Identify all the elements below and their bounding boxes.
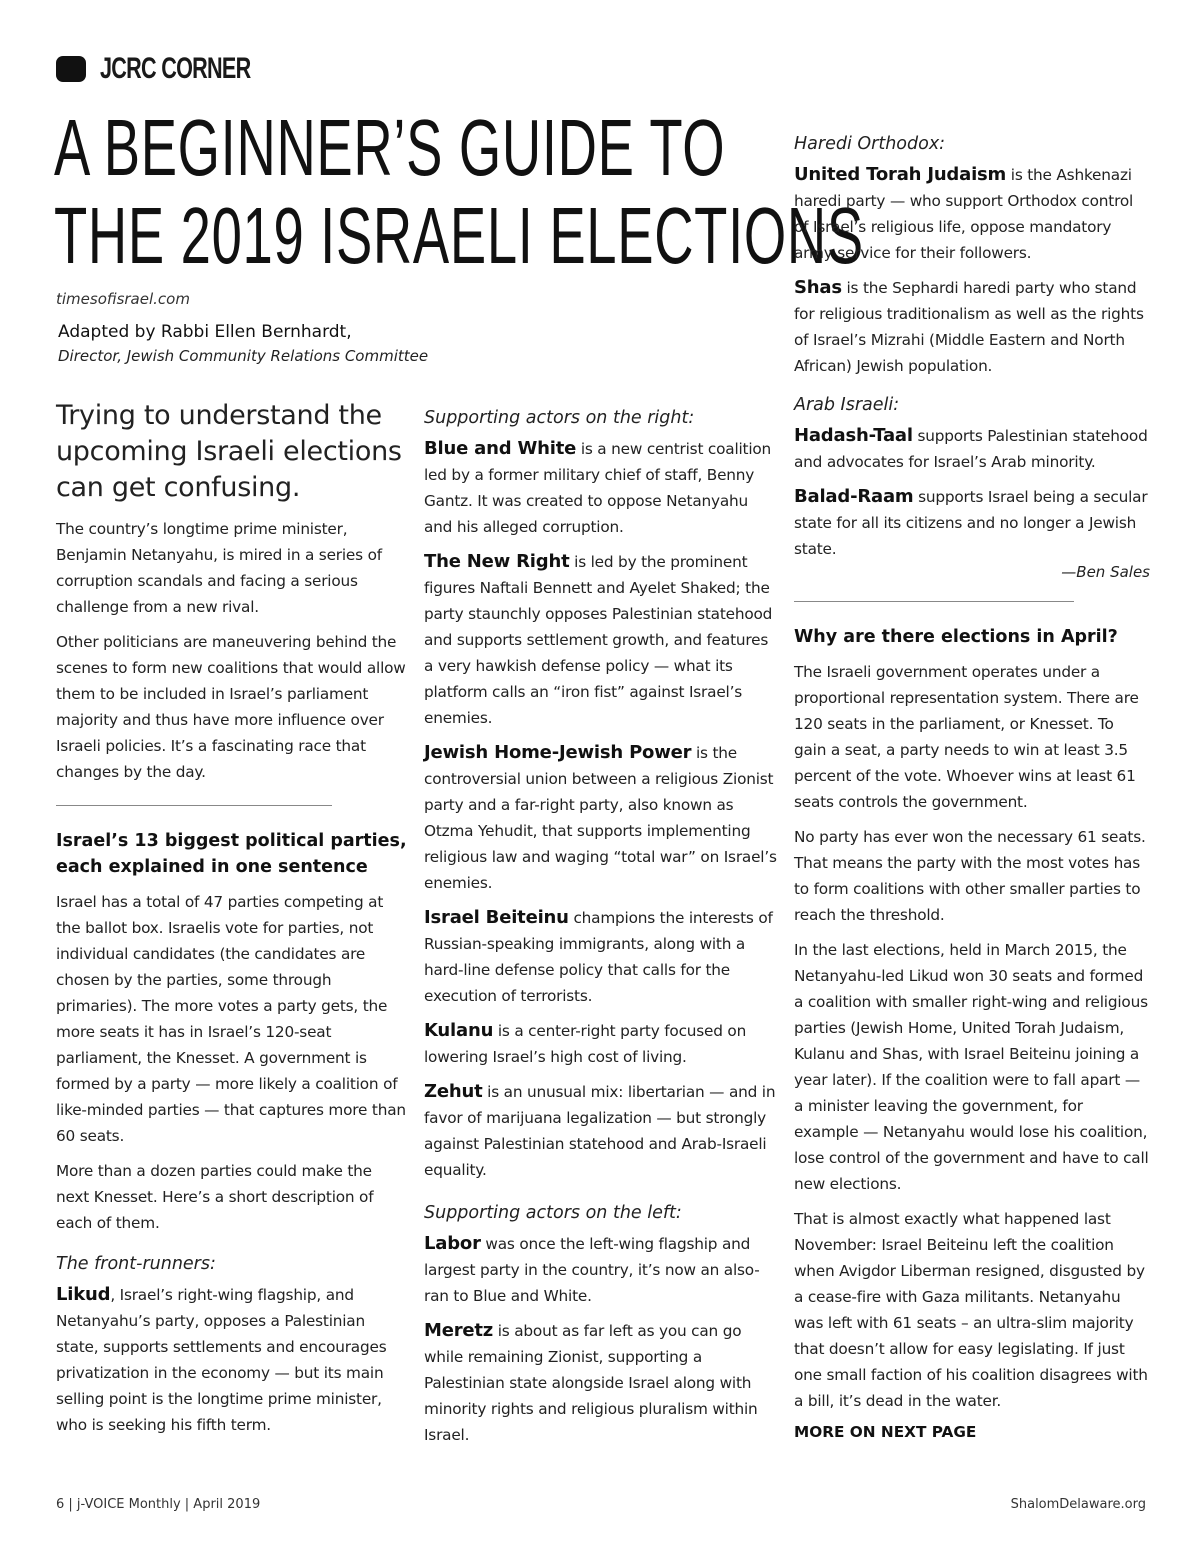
party-entry-blue-white <box>424 436 780 540</box>
party-description: , Israel’s right-wing flagship, and Netanyahu’s party, opposes a Palestinian state, supports settlements and encourages privatization in the economy — but its main selling point is the longtime prime minister, who is seeking his fifth term. <box>56 1286 387 1434</box>
divider <box>794 601 1074 602</box>
party-name: Zehut <box>424 1081 483 1102</box>
subhead-left: Supporting actors on the left: <box>424 1203 682 1223</box>
subhead-right: Supporting actors on the right: <box>424 408 695 428</box>
party-entry-israel-beiteinu <box>424 905 780 1009</box>
party-entry-hadash <box>794 423 1150 475</box>
paragraph: In the last elections, held in March 2015, the Netanyahu-led Likud won 30 seats and formed a coalition with smaller right-wing and religious parties (Jewish Home, United Torah Judaism, Kulanu and Shas, with Israel Beiteinu joining a year later). If the coalition were to fall apart — a minister leaving the government, for example — Netanyahu would lose his coalition, lose control of the government and have to call new elections. <box>794 941 1149 1193</box>
paragraph: No party has ever won the necessary 61 seats. That means the party with the most votes has to form coalitions with other smaller parties to reach the threshold. <box>794 828 1146 924</box>
paragraph: More than a dozen parties could make the next Knesset. Here’s a short description of each of them. <box>56 1162 374 1232</box>
party-description: is about as far left as you can go while remaining Zionist, supporting a Palestinian state alongside Israel along with minority rights and religious pluralism within Israel. <box>424 1322 758 1444</box>
party-entry-labor <box>424 1231 780 1309</box>
paragraph: The country’s longtime prime minister, Benjamin Netanyahu, is mired in a series of corruption scandals and facing a serious challenge from a new rival. <box>56 520 382 616</box>
paragraph: Israel has a total of 47 parties competing at the ballot box. Israelis vote for parties, not individual candidates (the candidates are chosen by the parties, some through primaries). The more votes a party gets, the more seats it has in Israel’s 120-seat parliament, the Knesset. A government is formed by a party — more likely a coalition of like-minded parties — that captures more than 60 seats. <box>56 893 406 1145</box>
party-name: Blue and White <box>424 438 577 459</box>
party-name: Jewish Home-Jewish Power <box>424 742 692 763</box>
source-credit: timesofisrael.com <box>56 290 190 308</box>
party-entry-meretz <box>424 1318 780 1448</box>
party-entry-balad <box>794 484 1150 562</box>
party-entry-utj <box>794 162 1150 266</box>
party-entry-zehut <box>424 1079 780 1183</box>
footer-website: ShalomDelaware.org <box>1010 1497 1146 1512</box>
lede: Trying to understand the upcoming Israeli elections can get confusing. <box>56 400 402 503</box>
subhead-arab: Arab Israeli: <box>794 395 900 415</box>
column-3 <box>794 130 1150 1441</box>
continued-notice: MORE ON NEXT PAGE <box>794 1423 977 1441</box>
page-title <box>54 103 864 280</box>
footer-folio: 6 | j-VOICE Monthly | April 2019 <box>56 1497 261 1512</box>
paragraph: That is almost exactly what happened last November: Israel Beiteinu left the coalition when Avigdor Liberman resigned, disgusted by a cease-fire with Gaza militants. Netanyahu was left with 61 seats – an ultra-slim majority that doesn’t allow for easy legislating. If just one small faction of his coalition disagrees with a bill, it’s dead in the water. <box>794 1210 1148 1410</box>
party-name: Labor <box>424 1233 481 1254</box>
party-name: Israel Beiteinu <box>424 907 569 928</box>
paragraph: The Israeli government operates under a proportional representation system. There are 120 seats in the parliament, or Knesset. To gain a seat, a party needs to win at least 3.5 percent of the vote. Whoever wins at least 61 seats controls the government. <box>794 663 1139 811</box>
section-heading: Israel’s 13 biggest political parties, each explained in one sentence <box>56 831 407 877</box>
party-description: champions the interests of Russian-speaking immigrants, along with a hard-line defense policy that calls for the execution of terrorists. <box>424 909 773 1005</box>
party-name: Balad-Raam <box>794 486 914 507</box>
party-entry-shas <box>794 275 1150 379</box>
party-name: United Torah Judaism <box>794 164 1007 185</box>
section-marker-icon <box>56 56 86 82</box>
section-heading: Why are there elections in April? <box>794 627 1118 647</box>
title-line-2: THE 2019 ISRAELI ELECTIONS <box>54 191 864 280</box>
party-entry-kulanu <box>424 1018 780 1070</box>
party-description: was once the left-wing flagship and largest party in the country, it’s now an also-ran to Blue and White. <box>424 1235 760 1305</box>
adapted-by: Adapted by Rabbi Ellen Bernhardt, <box>58 322 352 342</box>
byline: —Ben Sales <box>1061 563 1150 581</box>
title-line-1: A BEGINNER’S GUIDE TO <box>54 103 726 192</box>
column-1 <box>56 398 408 1447</box>
party-entry-jewish-home <box>424 740 780 896</box>
party-name: The New Right <box>424 551 570 572</box>
party-name: Kulanu <box>424 1020 494 1041</box>
party-name: Meretz <box>424 1320 494 1341</box>
paragraph: Other politicians are maneuvering behind the scenes to form new coalitions that would allow them to be included in Israel’s parliament majority and thus have more influence over Israeli policies. It’s a fascinating race that changes by the day. <box>56 633 406 781</box>
party-description: supports Palestinian statehood and advocates for Israel’s Arab minority. <box>794 427 1148 471</box>
party-description: is the Ashkenazi haredi party — who support Orthodox control of Israel’s religious life, oppose mandatory army service for their followers. <box>794 166 1134 262</box>
party-name: Shas <box>794 277 842 298</box>
party-description: is the Sephardi haredi party who stand for religious traditionalism as well as the rights of Israel’s Mizrahi (Middle Eastern and North African) Jewish population. <box>794 279 1144 375</box>
party-name: Hadash-Taal <box>794 425 913 446</box>
party-entry-new-right <box>424 549 780 731</box>
party-description: is a new centrist coalition led by a former military chief of staff, Benny Gantz. It was created to oppose Netanyahu and his alleged corruption. <box>424 440 772 536</box>
party-description: is the controversial union between a religious Zionist party and a far-right party, also known as Otzma Yehudit, that supports implementing religious law and waging “total war” on Israel’s enemies. <box>424 744 777 892</box>
section-tag <box>56 52 309 86</box>
party-description: is an unusual mix: libertarian — and in favor of marijuana legalization — but strongly against Palestinian statehood and Arab-Israeli equality. <box>424 1083 776 1179</box>
section-label: JCRC CORNER <box>100 52 251 85</box>
divider <box>56 805 332 806</box>
party-entry-likud <box>56 1282 408 1438</box>
adapted-role: Director, Jewish Community Relations Committee <box>58 347 429 365</box>
subhead-haredi: Haredi Orthodox: <box>794 134 946 154</box>
party-name: Likud <box>56 1284 111 1305</box>
party-description: is a center-right party focused on lowering Israel’s high cost of living. <box>424 1022 747 1066</box>
subhead-front-runners: The front-runners: <box>56 1254 216 1274</box>
party-description: supports Israel being a secular state for all its citizens and no longer a Jewish state. <box>794 488 1148 558</box>
column-2 <box>424 404 780 1457</box>
party-description: is led by the prominent figures Naftali Bennett and Ayelet Shaked; the party staunchly opposes Palestinian statehood and supports settlement growth, and features a very hawkish defense policy — what its platform calls an “iron fist” against Israel’s enemies. <box>424 553 773 727</box>
